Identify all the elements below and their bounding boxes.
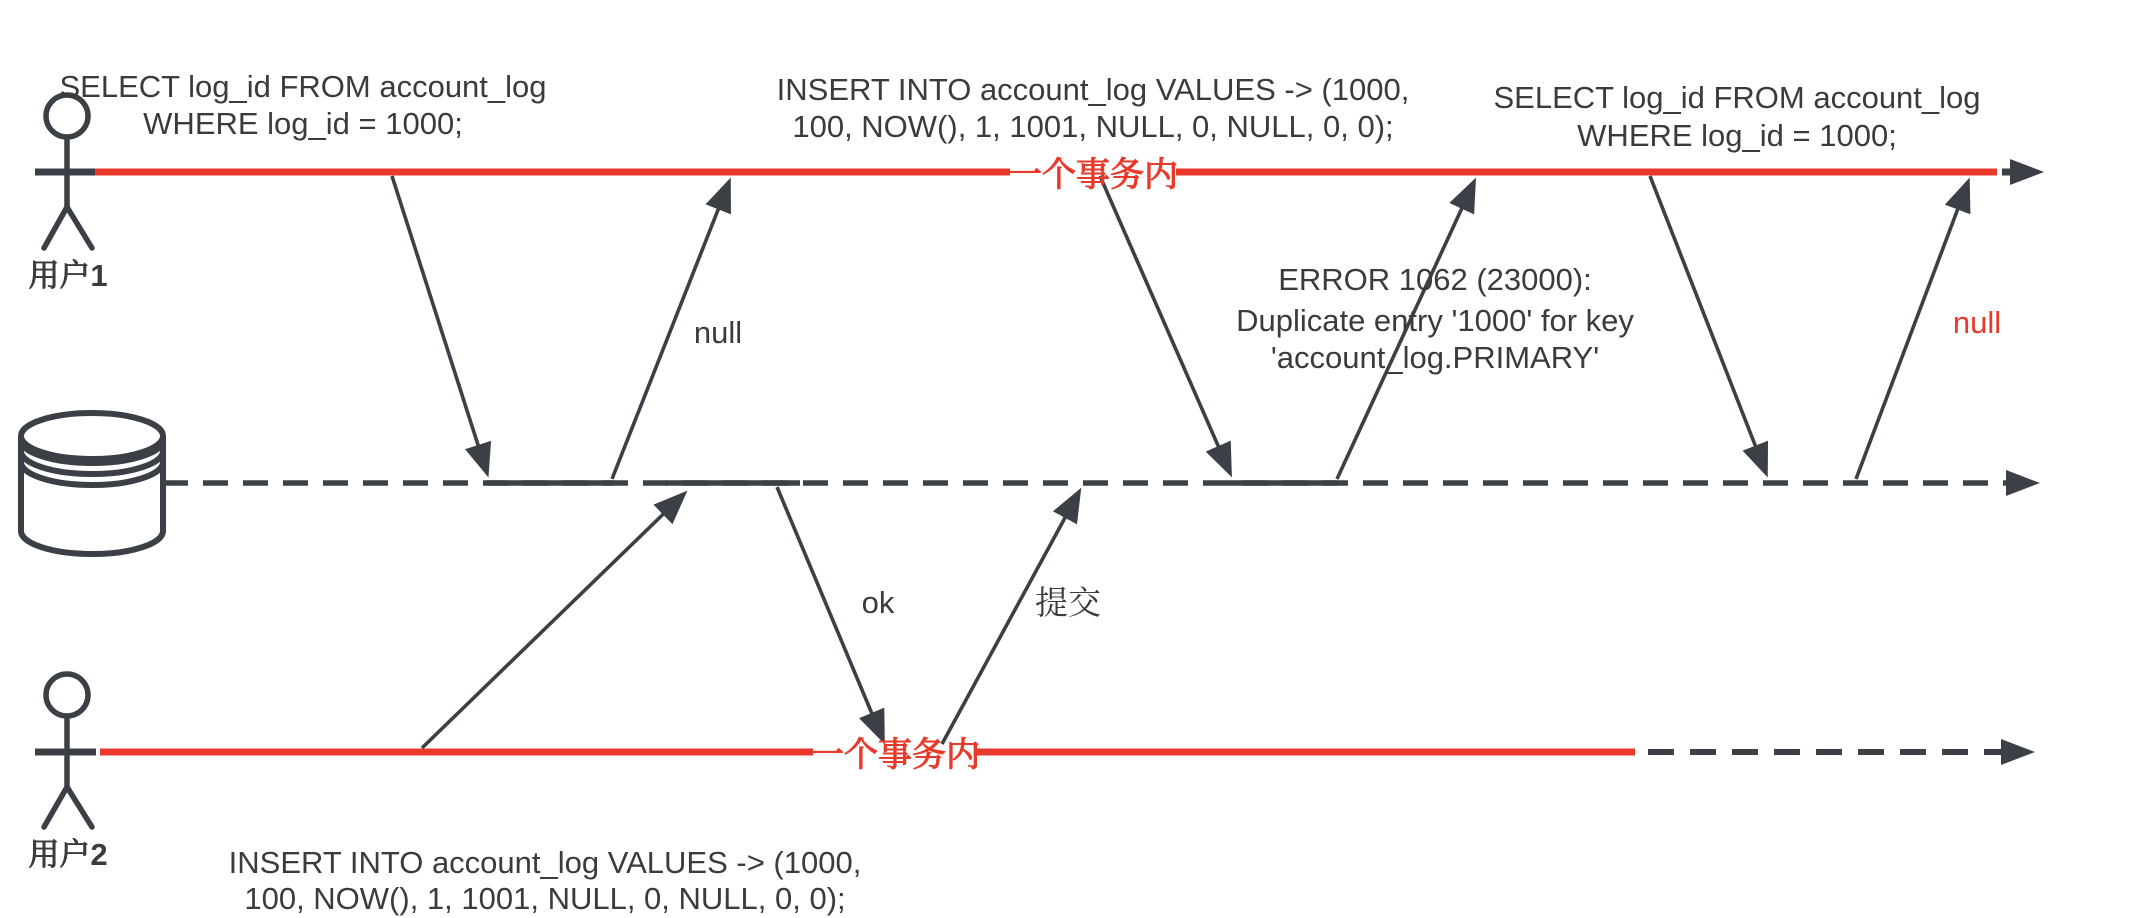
- select2-query-line2: WHERE log_id = 1000;: [1577, 118, 1897, 153]
- user2-actor-icon: [35, 674, 96, 827]
- arrow-select2-request: [1650, 176, 1766, 473]
- user2-transaction-label: 一个事务内: [810, 736, 980, 774]
- null-reply-label-2: null: [1952, 305, 2002, 340]
- arrow-user1-insert-request: [1100, 176, 1230, 473]
- error-message-line3: 'account_log.PRIMARY': [1270, 340, 1600, 375]
- ok-reply-label: ok: [861, 585, 895, 620]
- commit-label: 提交: [1035, 584, 1101, 621]
- database-lifeline-arrowhead-icon: [2006, 470, 2040, 496]
- user2-actor-label: 用户2: [28, 837, 108, 872]
- select1-query-line1: SELECT log_id FROM account_log: [59, 69, 547, 104]
- user2-insert-query-line1: INSERT INTO account_log VALUES -> (1000,: [228, 845, 862, 880]
- arrow-user2-insert-request: [422, 494, 684, 748]
- user1-transaction-label: 一个事务内: [1008, 156, 1178, 194]
- user1-lifeline-arrowhead-icon: [2010, 159, 2044, 185]
- user2-lifeline: [100, 739, 2035, 765]
- user1-actor-label: 用户1: [28, 258, 108, 293]
- database-lifeline: [163, 470, 2040, 496]
- user2-insert-query-line2: 100, NOW(), 1, 1001, NULL, 0, NULL, 0, 0);: [244, 881, 846, 916]
- user2-lifeline-arrowhead-icon: [2001, 739, 2035, 765]
- arrow-select1-request: [392, 176, 487, 473]
- null-reply-label-1: null: [693, 315, 743, 350]
- select2-query-line1: SELECT log_id FROM account_log: [1493, 80, 1981, 115]
- error-message-line1: ERROR 1062 (23000):: [1278, 262, 1592, 297]
- error-message-line2: Duplicate entry '1000' for key: [1236, 303, 1634, 338]
- arrow-select2-reply-null: [1856, 182, 1968, 479]
- user1-actor-icon: [35, 95, 96, 248]
- select1-query-line2: WHERE log_id = 1000;: [143, 106, 463, 141]
- user1-insert-query-line1: INSERT INTO account_log VALUES -> (1000,: [776, 72, 1410, 107]
- user1-insert-query-line2: 100, NOW(), 1, 1001, NULL, 0, NULL, 0, 0);: [792, 109, 1394, 144]
- database-cylinder-icon: [21, 413, 163, 554]
